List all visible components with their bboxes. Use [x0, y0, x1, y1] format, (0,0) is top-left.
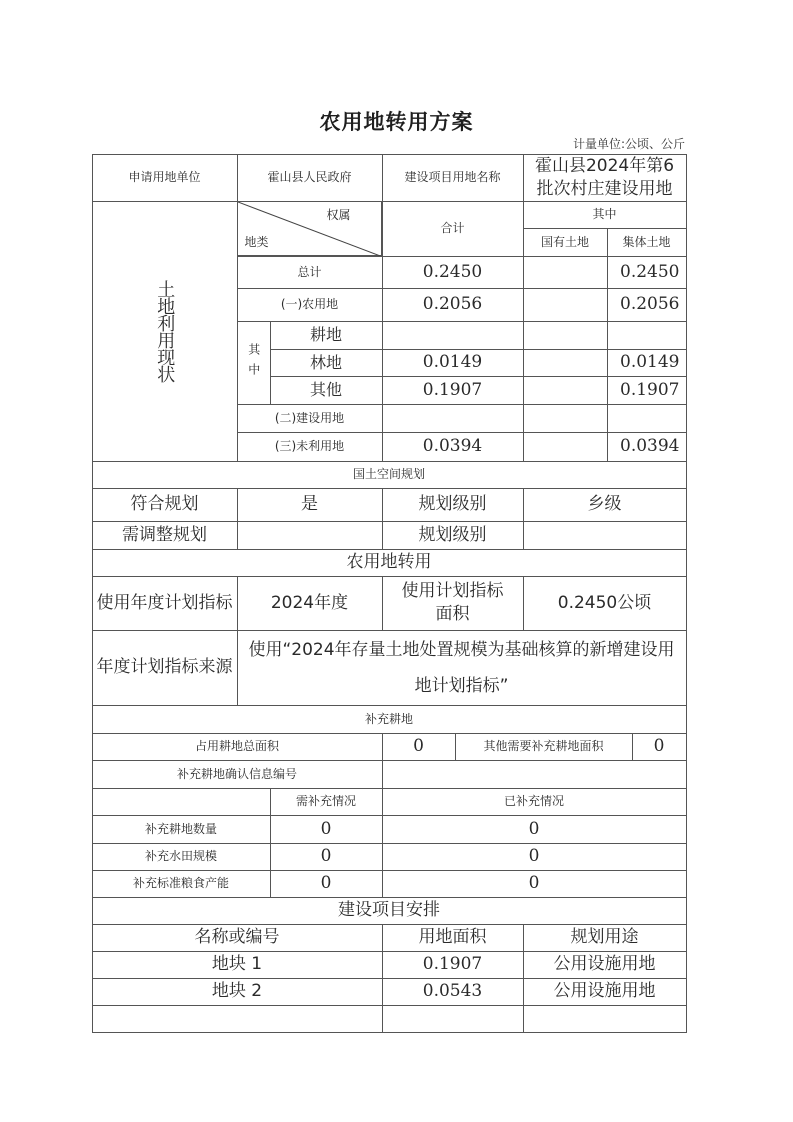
supplement-row-needed: 0	[270, 843, 383, 871]
projects-section-label: 建设项目安排	[92, 897, 687, 925]
row-label: (一)农用地	[237, 288, 383, 322]
row-state	[523, 349, 608, 377]
supplement-row-label: 补充水田规模	[92, 843, 271, 871]
col-collective-header: 集体土地	[607, 228, 687, 257]
row-collective	[607, 321, 687, 350]
other-area-label: 其他需要补充耕地面积	[455, 733, 633, 761]
applicant-label: 申请用地单位	[92, 154, 238, 202]
supplement-section-label: 补充耕地	[92, 705, 687, 734]
project-name-label: 建设项目用地名称	[382, 154, 524, 202]
annual-plan-label: 使用年度计划指标	[92, 576, 238, 631]
project-row-area	[382, 1005, 524, 1033]
row-total: 0.0394	[382, 432, 524, 462]
row-state	[523, 256, 608, 289]
confirm-no-value	[382, 760, 687, 789]
col-needed-header: 需补充情况	[270, 788, 383, 816]
row-state	[523, 404, 608, 433]
supplement-row-needed: 0	[270, 815, 383, 844]
row-state	[523, 376, 608, 405]
supplement-row-done: 0	[382, 815, 687, 844]
row-collective: 0.2450	[607, 256, 687, 289]
supplement-row-needed: 0	[270, 870, 383, 898]
land-status-section-label: 土地利用现状	[92, 201, 238, 462]
row-label: (三)未利用地	[237, 432, 383, 462]
row-collective: 0.0394	[607, 432, 687, 462]
project-row-use: 公用设施用地	[523, 951, 687, 979]
col-state-header: 国有土地	[523, 228, 608, 257]
diagonal-header	[237, 201, 382, 256]
row-state	[523, 321, 608, 350]
plan-area-label: 使用计划指标面积	[382, 576, 524, 631]
conversion-section-label: 农用地转用	[92, 549, 687, 577]
row-label: (二)建设用地	[237, 404, 383, 433]
plan-area-value: 0.2450公顷	[523, 576, 687, 631]
occupied-area-value: 0	[382, 733, 456, 761]
col-of-which-header: 其中	[523, 201, 687, 229]
row-total: 0.2450	[382, 256, 524, 289]
project-row-use: 公用设施用地	[523, 978, 687, 1006]
col-name-header: 名称或编号	[92, 924, 383, 952]
project-row-name	[92, 1005, 383, 1033]
adjust-level-label: 规划级别	[382, 521, 524, 550]
row-total: 0.0149	[382, 349, 524, 377]
source-value: 使用“2024年存量土地处置规模为基础核算的新增建设用地计划指标”	[237, 630, 687, 706]
project-row-area: 0.1907	[382, 951, 524, 979]
col-area-header: 用地面积	[382, 924, 524, 952]
other-area-value: 0	[632, 733, 687, 761]
row-state	[523, 432, 608, 462]
annual-plan-value: 2024年度	[237, 576, 383, 631]
supplement-row-done: 0	[382, 843, 687, 871]
supplement-blank-header	[92, 788, 271, 816]
row-total: 0.1907	[382, 376, 524, 405]
row-collective: 0.1907	[607, 376, 687, 405]
supplement-row-done: 0	[382, 870, 687, 898]
adjust-level-value	[523, 521, 687, 550]
row-total	[382, 404, 524, 433]
document-title: 农用地转用方案	[319, 110, 474, 134]
of-which-sub-label: 其中	[237, 321, 271, 405]
row-total	[382, 321, 524, 350]
project-row-area: 0.0543	[382, 978, 524, 1006]
conform-label: 符合规划	[92, 488, 238, 522]
supplement-row-label: 补充标准粮食产能	[92, 870, 271, 898]
source-label: 年度计划指标来源	[92, 630, 238, 706]
ownership-label: 权属	[326, 207, 351, 222]
row-collective: 0.2056	[607, 288, 687, 322]
row-label: 耕地	[270, 321, 383, 350]
confirm-no-label: 补充耕地确认信息编号	[92, 760, 383, 789]
row-label: 林地	[270, 349, 383, 377]
project-name-value: 霍山县2024年第6批次村庄建设用地	[523, 154, 687, 202]
conform-value: 是	[237, 488, 383, 522]
row-collective	[607, 404, 687, 433]
supplement-row-label: 补充耕地数量	[92, 815, 271, 844]
adjust-value	[237, 521, 383, 550]
col-total-header: 合计	[382, 201, 524, 257]
col-use-header: 规划用途	[523, 924, 687, 952]
col-done-header: 已补充情况	[382, 788, 687, 816]
project-row-name: 地块 2	[92, 978, 383, 1006]
plan-level-value: 乡级	[523, 488, 687, 522]
row-label: 其他	[270, 376, 383, 405]
occupied-area-label: 占用耕地总面积	[92, 733, 383, 761]
land-type-label: 地类	[244, 235, 269, 250]
row-total: 0.2056	[382, 288, 524, 322]
planning-section-label: 国土空间规划	[92, 461, 687, 489]
applicant-value: 霍山县人民政府	[237, 154, 383, 202]
project-row-name: 地块 1	[92, 951, 383, 979]
measurement-unit: 计量单位:公顷、公斤	[572, 137, 685, 151]
plan-level-label: 规划级别	[382, 488, 524, 522]
project-row-use	[523, 1005, 687, 1033]
adjust-label: 需调整规划	[92, 521, 238, 550]
row-collective: 0.0149	[607, 349, 687, 377]
row-label: 总计	[237, 256, 383, 289]
row-state	[523, 288, 608, 322]
